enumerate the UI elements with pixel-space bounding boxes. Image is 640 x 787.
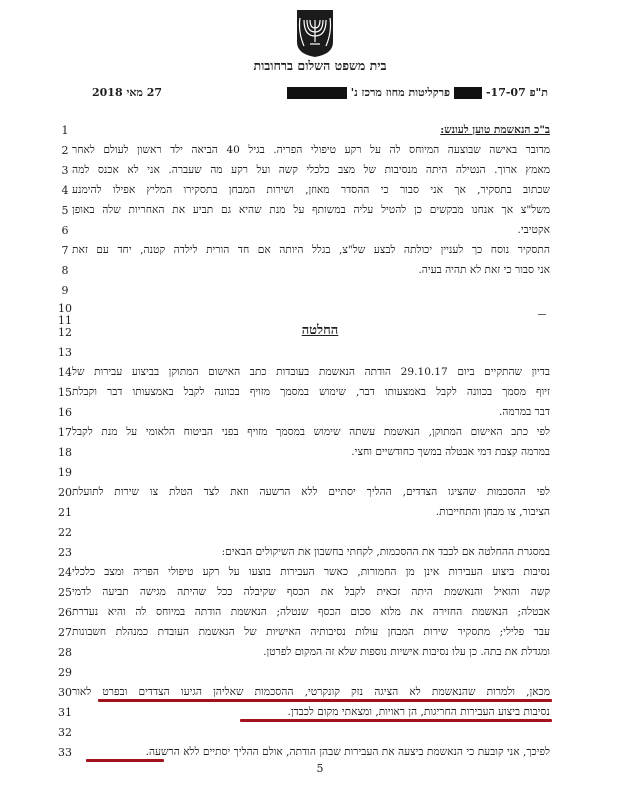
- document-date: 27 מאי 2018: [92, 86, 163, 99]
- text-line: מדובר באישה שבוצעה המיוחס לה על רקע טיפולי הפריה. בגיל 40 הביאה ילד ראשון לעולם לאחר: [72, 144, 550, 156]
- text-line: לפי ההסכמות שהציגו הצדדים, ההליך יסתיים ללא הרשעה וזאת לצד הטלת צו שירות לתועלת: [72, 486, 550, 498]
- redaction-bar: [287, 87, 347, 99]
- case-parties: פרקליטות מחוז מרכז נ': [350, 86, 450, 99]
- line-number: 15: [58, 386, 72, 399]
- text-line: במסגרת ההחלטה אם לכבד את ההסכמות, לקחתי בחשבון את השיקולים הבאים:: [221, 546, 550, 558]
- line-number: 31: [58, 706, 72, 719]
- page-number: 5: [316, 762, 324, 775]
- line-number: 5: [61, 204, 69, 217]
- highlighted-text-line: מכאן, ולמרות שהנאשמת לא הציגה נזק קונקרטי, ההסכמות שאליהן הגיעו הצדדים ובפרט לאור: [72, 686, 550, 698]
- text-line: נסיבות ביצוע העבירות אינן מן החמורות, כאשר העבירות בוצעו על רקע טיפולי הפריה ומצב כלכלי: [72, 566, 550, 578]
- line-number: 8: [61, 264, 69, 277]
- line-number: 30: [58, 686, 72, 699]
- divider-mark: [538, 314, 546, 315]
- state-emblem-icon: [294, 8, 336, 58]
- line-number: 21: [58, 506, 72, 519]
- text-line: עבר פלילי; מתסקיר שירות המבחן עולות נסיבותיה האישיות של הנאשמת העובדת כמנהלת חשבונות: [72, 626, 550, 638]
- line-number: 27: [58, 626, 72, 639]
- line-number: 33: [58, 746, 72, 759]
- text-line: קשה והואיל והנאשמת היתה זכאית לקבל את הכסף שקיבלה ככל שהיתה מגישה תביעה לדמי: [72, 586, 550, 598]
- decision-heading: החלטה: [301, 323, 339, 338]
- line-number: 3: [61, 164, 69, 177]
- line-number: 17: [58, 426, 72, 439]
- text-line: התסקיר נוסח כך לעניין יכולתה לבצע של"צ, בגלל היותה אם חד הורית לילדה קטנה, יחד עם זאת: [72, 244, 550, 256]
- case-header: [287, 86, 548, 99]
- line-number: 14: [58, 366, 72, 379]
- text-line: הציבור, צו מבחן והתחייבות.: [435, 506, 550, 518]
- line-number: 2: [61, 144, 69, 157]
- text-line: משל"צ אך אנחנו מבקשים כן להטיל עליה במשותף על מנת שהיא גם תביע את האחריות שלה באופן: [72, 204, 550, 216]
- line-number: 22: [58, 526, 72, 539]
- text-line: בדיון שהתקיים ביום 29.10.17 הודתה הנאשמת בעובדות כתב האישום המתוקן בביצוע עבירות של: [72, 366, 550, 378]
- line-number: 6: [61, 224, 69, 237]
- text-line: במרמה קצבת דמי אבטלה במשך כחודשיים וחצי.: [351, 446, 550, 458]
- text-line: אני סבור כי זאת לא תהיה בעיה.: [418, 264, 550, 276]
- line-number: 20: [58, 486, 72, 499]
- text-line: לפי כתב האישום המתוקן, הנאשמת עשתה שימוש במסמך מזויף בפני הביטוח הלאומי על מנת לקבל: [72, 426, 550, 438]
- text-line: אבטלה; הנאשמת החזירה את מלוא סכום הכסף שנטלה; הנאשמת הודתה במיוחס לה והיא נעדרת: [72, 606, 550, 618]
- redaction-bar: [454, 87, 482, 99]
- line-number: 9: [61, 284, 69, 297]
- text-line: ומגדלת את בתה. כן עלו נסיבות אישיות נוספות שלא זה המקום לפרטן.: [263, 646, 550, 658]
- line-number: 24: [58, 566, 72, 579]
- line-number: 11: [58, 314, 72, 327]
- line-number: 18: [58, 446, 72, 459]
- line-number: 12: [58, 326, 72, 339]
- line-number: 4: [61, 184, 69, 197]
- highlighted-text-line: נסיבות ביצוע העבירות החריגות, הן ראויות, ומצאתי מקום לכבדן.: [287, 706, 550, 718]
- court-name: בית משפט השלום ברחובות: [253, 58, 387, 73]
- line-number: 19: [58, 466, 72, 479]
- line-number: 28: [58, 646, 72, 659]
- text-line: דבר במרמה.: [498, 406, 550, 418]
- line-number: 7: [61, 244, 69, 257]
- highlight-underline: [240, 719, 552, 722]
- line-number: 13: [58, 346, 72, 359]
- line-number: 29: [58, 666, 72, 679]
- text-line: מאמץ ארוך. הנטילה היתה מנסיבות של מצב כלכלי קשה ועל רקע מה שעברה. אני לא אכנס למה: [72, 164, 550, 176]
- text-line: זיוף מסמך בכוונה לקבל באמצעותו דבר, שימוש במסמך מזויף בכוונה לקבל באמצעותו דבר וקבלת: [72, 386, 550, 398]
- case-number: ת"פ 17-07-: [485, 86, 548, 99]
- text-line: שכתוב בתסקיר, אך אני סבור כי ההסדר מאוזן, ושירות המבחן בתסקירו המליץ אפילו להימנע: [72, 184, 550, 196]
- line-number: 32: [58, 726, 72, 739]
- line-number: 1: [61, 124, 69, 137]
- text-line: לפיכך, אני קובעת כי הנאשמת ביצעה את העבירות שבהן הודתה, אולם ההליך יסתיים ללא הרשעה.: [145, 746, 550, 758]
- line-number: 26: [58, 606, 72, 619]
- line-number: 10: [58, 302, 72, 315]
- highlight-underline: [98, 699, 552, 702]
- line-number: 16: [58, 406, 72, 419]
- text-line: אקטיבי.: [517, 224, 550, 236]
- section-heading: ב"כ הנאשמת טוען לעונש:: [440, 124, 550, 136]
- line-number: 23: [58, 546, 72, 559]
- line-number: 25: [58, 586, 72, 599]
